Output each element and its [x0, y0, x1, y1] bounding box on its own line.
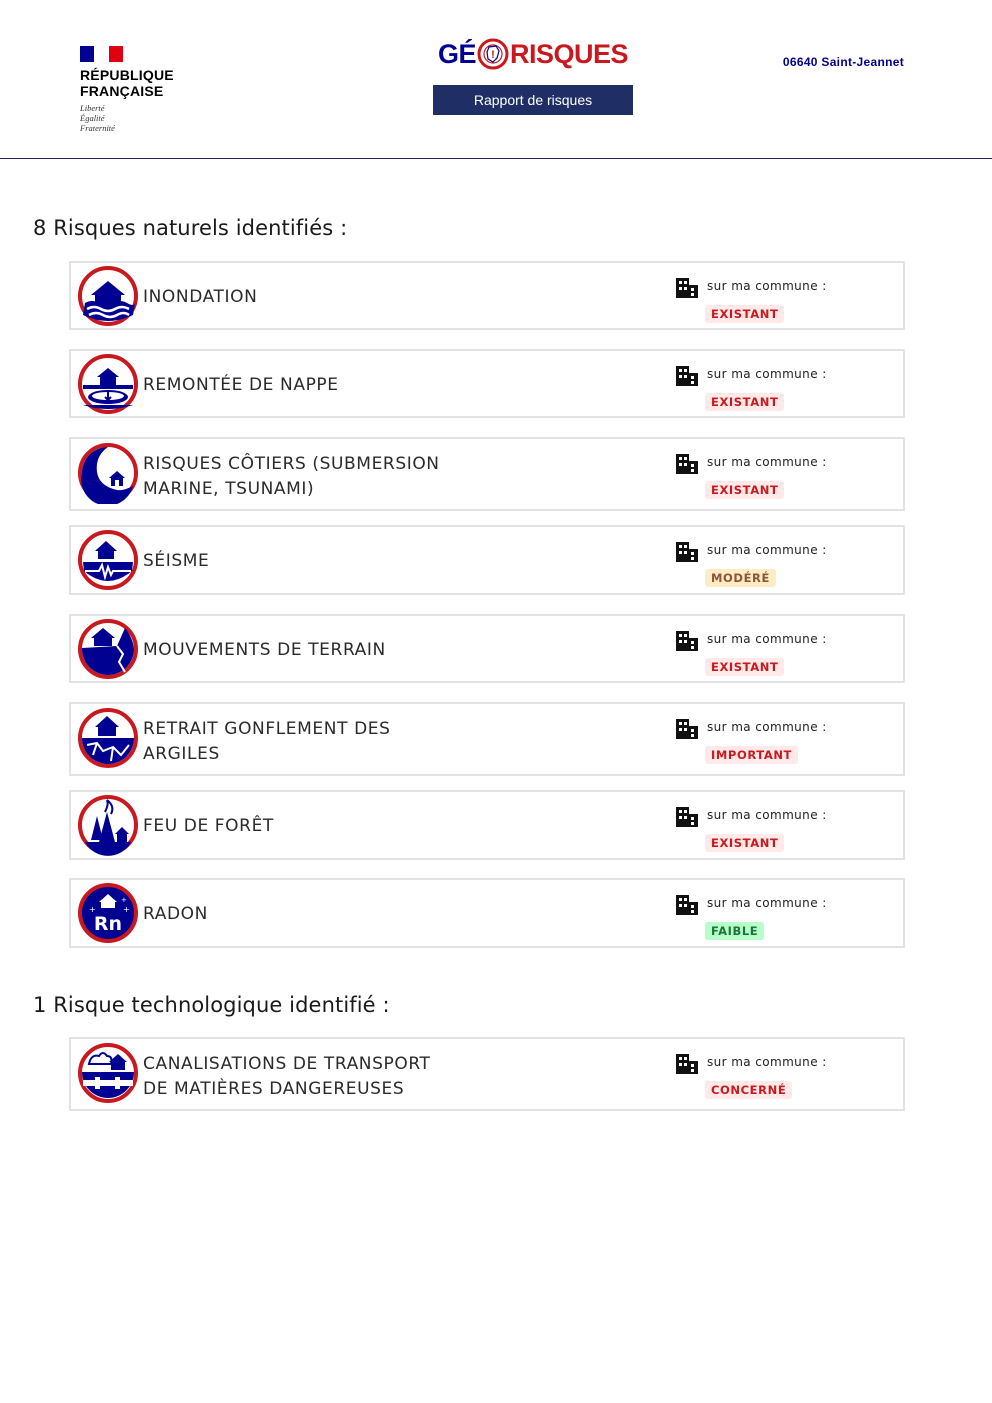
landslide-icon — [77, 618, 139, 680]
commune-label: sur ma commune : — [707, 720, 827, 734]
commune-label: sur ma commune : — [707, 1055, 827, 1069]
risk-label-line1: RETRAIT GONFLEMENT DES — [143, 719, 391, 739]
commune-label: sur ma commune : — [707, 455, 827, 469]
pipeline-icon — [77, 1042, 139, 1104]
commune-label: sur ma commune : — [707, 808, 827, 822]
risk-card-risques-cotiers — [69, 437, 905, 511]
risk-level-badge: MODÉRÉ — [705, 569, 776, 587]
building-icon — [675, 806, 699, 828]
risk-label: RADON — [143, 904, 208, 924]
building-icon — [675, 453, 699, 475]
risk-label-line2: DE MATIÈRES DANGEREUSES — [143, 1079, 405, 1099]
svg-text:+: + — [121, 896, 127, 904]
clay-cracks-icon — [77, 707, 139, 769]
risk-label: INONDATION — [143, 287, 258, 307]
commune-label: sur ma commune : — [707, 543, 827, 557]
earthquake-icon — [77, 529, 139, 591]
building-icon — [675, 894, 699, 916]
risk-level-badge: EXISTANT — [705, 834, 784, 852]
motto-egalite: Égalité — [80, 113, 105, 123]
risk-card-feu-de-foret — [69, 790, 905, 860]
risk-card-retrait-gonflement-argiles — [69, 702, 905, 776]
flood-icon — [77, 265, 139, 327]
forest-fire-icon — [77, 794, 139, 856]
risk-level-badge: FAIBLE — [705, 922, 764, 940]
risk-card-radon — [69, 878, 905, 948]
risk-level-badge: EXISTANT — [705, 393, 784, 411]
building-icon — [675, 718, 699, 740]
risk-level-badge: CONCERNÉ — [705, 1081, 792, 1099]
republic-name-line2: FRANÇAISE — [80, 83, 164, 99]
motto-liberte: Liberté — [80, 103, 105, 113]
brand-risques: RISQUES — [509, 38, 629, 69]
building-icon — [675, 630, 699, 652]
groundwater-icon — [77, 353, 139, 415]
risk-level-badge: EXISTANT — [705, 658, 784, 676]
motto-fraternite: Fraternité — [80, 123, 115, 133]
svg-text:+: + — [123, 905, 130, 914]
technological-risks-title: 1 Risque technologique identifié : — [33, 993, 390, 1017]
risk-label: REMONTÉE DE NAPPE — [143, 375, 339, 395]
republic-name-line1: RÉPUBLIQUE — [80, 67, 174, 83]
commune-label: sur ma commune : — [707, 367, 827, 381]
risk-card-mouvements-de-terrain — [69, 614, 905, 683]
page-header — [0, 0, 992, 159]
republique-francaise-logo — [80, 46, 190, 133]
french-flag-icon — [80, 46, 123, 62]
svg-text:+: + — [89, 905, 96, 914]
risk-label-line1: CANALISATIONS DE TRANSPORT — [143, 1054, 431, 1074]
risk-card-inondation — [69, 261, 905, 330]
risk-label: FEU DE FORÊT — [143, 816, 274, 836]
commune-label: sur ma commune : — [707, 279, 827, 293]
coastal-wave-icon — [77, 442, 139, 504]
commune-name: 06640 Saint-Jeannet — [782, 55, 904, 69]
risk-label-line2: ARGILES — [143, 744, 220, 764]
building-icon — [675, 541, 699, 563]
risk-card-remontee-de-nappe — [69, 349, 905, 418]
building-icon — [675, 365, 699, 387]
georisques-emblem-icon — [477, 38, 509, 70]
risk-level-badge: EXISTANT — [705, 305, 784, 323]
risk-label-line2: MARINE, TSUNAMI) — [143, 479, 315, 499]
risk-label-line1: RISQUES CÔTIERS (SUBMERSION — [143, 454, 440, 474]
risk-label: SÉISME — [143, 551, 210, 571]
natural-risks-title: 8 Risques naturels identifiés : — [33, 216, 348, 240]
svg-text:Rn: Rn — [93, 913, 123, 935]
risk-label: MOUVEMENTS DE TERRAIN — [143, 640, 386, 660]
brand-ge: GÉ — [437, 38, 476, 69]
risk-card-canalisations — [69, 1037, 905, 1111]
building-icon — [675, 277, 699, 299]
commune-label: sur ma commune : — [707, 896, 827, 910]
georisques-logo — [433, 36, 633, 72]
risk-card-seisme — [69, 525, 905, 595]
report-title-banner: Rapport de risques — [433, 85, 633, 115]
risk-level-badge: IMPORTANT — [705, 746, 798, 764]
building-icon — [675, 1053, 699, 1075]
republic-motto — [80, 103, 190, 133]
svg-text:!: ! — [491, 49, 495, 61]
risk-level-badge: EXISTANT — [705, 481, 784, 499]
commune-label: sur ma commune : — [707, 632, 827, 646]
radon-icon — [77, 882, 139, 944]
